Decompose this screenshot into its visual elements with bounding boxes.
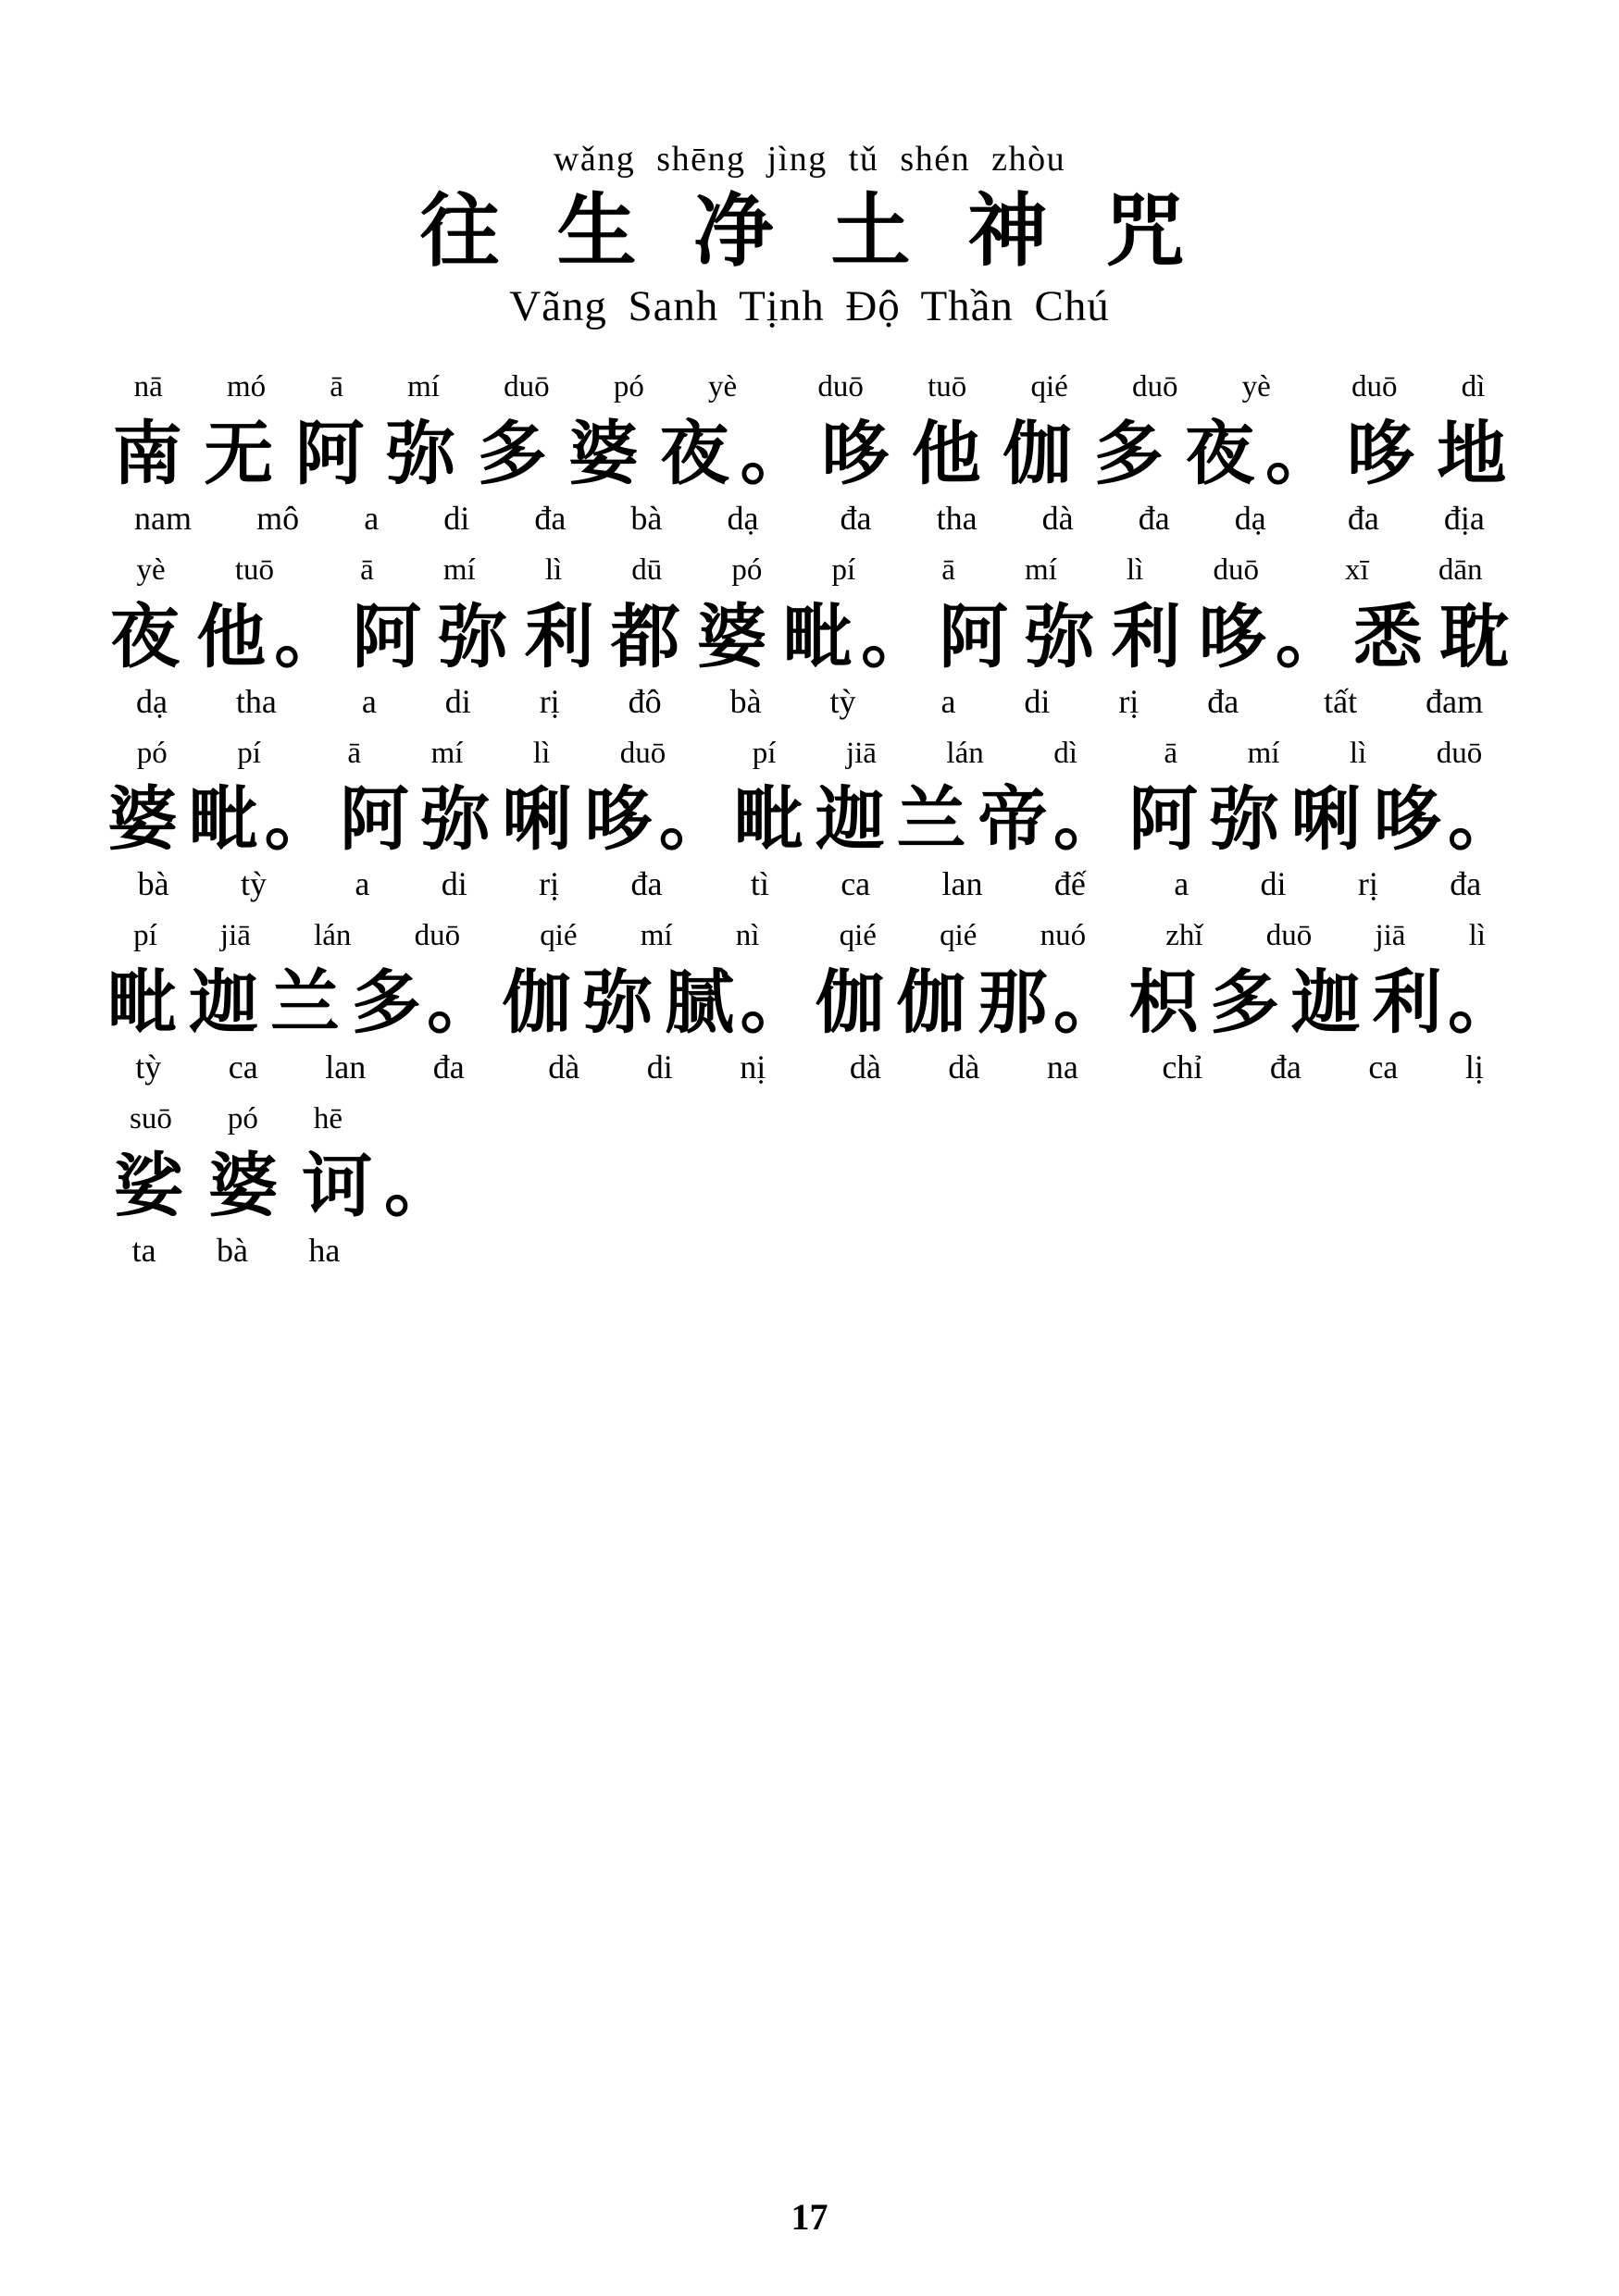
pinyin-syllable: hē — [313, 1102, 342, 1136]
chinese-punctuation: 。 — [427, 961, 497, 1043]
chinese-character: 伽 — [815, 961, 885, 1043]
vietnamese-syllable: di — [1260, 865, 1287, 903]
pinyin-syllable: duō — [619, 736, 666, 770]
chinese-character: 悉 — [1352, 595, 1423, 677]
pinyin-syllable: duō — [1131, 370, 1178, 404]
chinese-character: 毗 — [734, 778, 804, 861]
vietnamese-syllable: mô — [256, 499, 300, 537]
vietnamese-syllable: đa — [1207, 682, 1239, 720]
pinyin-syllable: nì — [735, 919, 760, 953]
vietnamese-syllable: đa — [1450, 865, 1482, 903]
vietnamese-syllable: bà — [217, 1231, 248, 1269]
pinyin-syllable: mí — [407, 370, 440, 404]
vietnamese-syllable: tỳ — [135, 1048, 162, 1086]
chinese-character: 婆 — [107, 778, 178, 861]
chinese-punctuation: 。 — [383, 1144, 454, 1226]
pinyin-syllable: lì — [1468, 919, 1486, 953]
verse-4-chinese-row — [102, 958, 1517, 1047]
verse-line-3 — [102, 731, 1517, 909]
vietnamese-syllable: dạ — [727, 499, 759, 537]
title-pinyin: wǎng shēng jìng tǔ shén zhòu — [553, 140, 1066, 179]
pinyin-syllable: mí — [442, 553, 476, 587]
pinyin-syllable: dān — [1438, 553, 1483, 587]
chinese-character: 弥 — [438, 595, 508, 677]
pinyin-syllable: qié — [839, 919, 877, 953]
pinyin-syllable: jiā — [845, 736, 877, 770]
pinyin-syllable: qié — [940, 919, 978, 953]
pinyin-syllable: nuó — [1040, 919, 1087, 953]
verse-2-vietnamese-row — [102, 677, 1517, 726]
pinyin-syllable: lì — [1126, 553, 1144, 587]
vietnamese-syllable: địa — [1443, 499, 1485, 537]
pinyin-syllable: ā — [1164, 736, 1178, 770]
chinese-character: 阿 — [939, 595, 1009, 677]
vietnamese-syllable: đam — [1426, 682, 1484, 720]
chinese-character: 他 — [911, 412, 981, 494]
vietnamese-syllable: đa — [840, 499, 872, 537]
vietnamese-syllable: đa — [1138, 499, 1170, 537]
vietnamese-syllable: chỉ — [1162, 1048, 1203, 1086]
pinyin-syllable: pó — [136, 736, 168, 770]
pinyin-syllable: ā — [330, 370, 343, 404]
vietnamese-syllable: lị — [1464, 1048, 1484, 1086]
pinyin-syllable: lì — [544, 553, 563, 587]
verse-2-pinyin-row — [102, 548, 1517, 594]
chinese-punctuation: 。 — [1275, 595, 1345, 677]
title-block — [102, 139, 1517, 331]
pinyin-syllable: duō — [817, 370, 864, 404]
vietnamese-syllable: tì — [750, 865, 769, 903]
chinese-punctuation: 。 — [740, 961, 810, 1043]
verse-5-pinyin-row — [102, 1097, 370, 1143]
chinese-character: 多 — [351, 961, 421, 1043]
chinese-punctuation: 。 — [1052, 778, 1123, 861]
vietnamese-syllable: dà — [548, 1048, 580, 1086]
pinyin-syllable: pó — [227, 1102, 258, 1136]
chinese-character: 迦 — [1290, 961, 1361, 1043]
vietnamese-syllable: nị — [740, 1048, 766, 1086]
pinyin-syllable: jiā — [219, 919, 251, 953]
chinese-punctuation: 。 — [1447, 961, 1517, 1043]
chinese-character: 夜 — [1185, 412, 1255, 494]
pinyin-syllable: lán — [946, 736, 984, 770]
pinyin-syllable: mí — [640, 919, 673, 953]
vietnamese-syllable: đa — [1269, 1048, 1301, 1086]
pinyin-syllable: duō — [1351, 370, 1398, 404]
vietnamese-syllable: dạ — [1234, 499, 1266, 537]
chinese-character: 哆 — [1197, 595, 1267, 677]
title-chinese: 往 生 净 土 神 咒 — [419, 185, 1200, 278]
vietnamese-syllable: đô — [628, 682, 662, 720]
pinyin-syllable: lán — [314, 919, 352, 953]
verse-1-vietnamese-row — [102, 494, 1517, 542]
pinyin-syllable: mó — [226, 370, 267, 404]
vietnamese-syllable: đa — [534, 499, 567, 537]
chinese-character: 唎 — [1290, 778, 1361, 861]
chinese-character: 夜 — [110, 595, 181, 677]
chinese-character: 阿 — [294, 412, 365, 494]
verse-3-pinyin-row — [102, 731, 1517, 777]
chinese-character: 伽 — [502, 961, 572, 1043]
pinyin-syllable: duō — [1436, 736, 1483, 770]
vietnamese-syllable: tha — [936, 499, 978, 537]
pinyin-syllable: duō — [414, 919, 461, 953]
vietnamese-syllable: tỳ — [241, 865, 268, 903]
vietnamese-syllable: đa — [432, 1048, 465, 1086]
chinese-character: 哆 — [583, 778, 654, 861]
verse-5-vietnamese-row — [102, 1226, 370, 1274]
vietnamese-syllable: di — [443, 499, 470, 537]
chinese-character: 哆 — [1345, 412, 1415, 494]
pinyin-syllable: pí — [133, 919, 157, 953]
chinese-punctuation: 。 — [1265, 412, 1336, 494]
chinese-character: 阿 — [1128, 778, 1199, 861]
chinese-character: 兰 — [896, 778, 966, 861]
vietnamese-syllable: đa — [1347, 499, 1379, 537]
chinese-character: 都 — [610, 595, 680, 677]
vietnamese-syllable: dà — [948, 1048, 980, 1086]
vietnamese-syllable: đa — [630, 865, 663, 903]
chinese-character: 枳 — [1128, 961, 1199, 1043]
pinyin-syllable: duō — [1265, 919, 1313, 953]
vietnamese-syllable: a — [364, 499, 380, 537]
chinese-character: 婆 — [696, 595, 766, 677]
vietnamese-syllable: ca — [228, 1048, 258, 1086]
pinyin-syllable: lì — [532, 736, 551, 770]
vietnamese-syllable: a — [355, 865, 370, 903]
pinyin-syllable: dì — [1461, 370, 1486, 404]
chinese-character: 南 — [112, 412, 182, 494]
chinese-character: 多 — [1210, 961, 1280, 1043]
vietnamese-syllable: di — [444, 682, 471, 720]
vietnamese-syllable: dà — [849, 1048, 881, 1086]
pinyin-syllable: yè — [1241, 370, 1271, 404]
chinese-character: 多 — [477, 412, 547, 494]
chinese-character: 弥 — [420, 778, 491, 861]
pinyin-syllable: pí — [752, 736, 777, 770]
verse-3-vietnamese-row — [102, 860, 1517, 908]
vietnamese-syllable: ha — [308, 1231, 341, 1269]
chinese-character: 诃 — [302, 1144, 372, 1226]
chinese-character: 迦 — [189, 961, 259, 1043]
pinyin-syllable: tuō — [928, 370, 967, 404]
chinese-character: 哆 — [1372, 778, 1442, 861]
pinyin-syllable: pí — [831, 553, 856, 587]
pinyin-syllable: tuō — [234, 553, 274, 587]
chinese-punctuation: 。 — [1052, 961, 1123, 1043]
chinese-character: 利 — [1372, 961, 1442, 1043]
pinyin-syllable: xī — [1345, 553, 1369, 587]
chinese-character: 多 — [1093, 412, 1164, 494]
page-number: 17 — [791, 2196, 828, 2238]
vietnamese-syllable: ca — [1368, 1048, 1399, 1086]
chinese-character: 弥 — [1210, 778, 1280, 861]
chinese-character: 婆 — [207, 1144, 278, 1226]
vietnamese-syllable: dà — [1041, 499, 1074, 537]
pinyin-syllable: ā — [347, 736, 362, 770]
chinese-character: 弥 — [583, 961, 654, 1043]
vietnamese-syllable: dạ — [135, 682, 168, 720]
pinyin-syllable: duō — [1213, 553, 1259, 587]
title-vietnamese: Vãng Sanh Tịnh Độ Thần Chú — [509, 282, 1110, 331]
verse-line-2 — [102, 548, 1517, 726]
vietnamese-syllable: tỳ — [829, 682, 856, 720]
pinyin-syllable: ā — [360, 553, 374, 587]
chinese-punctuation: 。 — [658, 778, 729, 861]
verse-line-4 — [102, 913, 1517, 1091]
pinyin-syllable: suō — [130, 1102, 172, 1136]
verse-1-chinese-row — [102, 409, 1517, 498]
chinese-character: 地 — [1437, 412, 1507, 494]
pinyin-syllable: yè — [708, 370, 738, 404]
vietnamese-syllable: rị — [1118, 682, 1140, 720]
vietnamese-syllable: a — [940, 682, 956, 720]
chinese-character: 迦 — [815, 778, 885, 861]
verse-line-5 — [102, 1097, 1517, 1274]
vietnamese-syllable: bà — [630, 499, 663, 537]
pinyin-syllable: pó — [731, 553, 763, 587]
chinese-character: 唎 — [502, 778, 572, 861]
pinyin-syllable: qié — [1030, 370, 1068, 404]
chinese-character: 毗 — [107, 961, 178, 1043]
pinyin-syllable: yè — [136, 553, 166, 587]
vietnamese-syllable: di — [441, 865, 467, 903]
verse-4-vietnamese-row — [102, 1043, 1517, 1091]
verse-4-pinyin-row — [102, 913, 1517, 960]
vietnamese-syllable: đế — [1053, 865, 1086, 903]
chinese-punctuation: 。 — [740, 412, 810, 494]
verse-2-chinese-row — [102, 592, 1517, 681]
chinese-character: 腻 — [665, 961, 735, 1043]
chinese-character: 毗 — [189, 778, 259, 861]
pinyin-syllable: mí — [1247, 736, 1280, 770]
vietnamese-syllable: bà — [729, 682, 762, 720]
pinyin-syllable: pó — [613, 370, 644, 404]
vietnamese-syllable: rị — [539, 682, 560, 720]
pinyin-syllable: dū — [631, 553, 663, 587]
chinese-character: 夜 — [659, 412, 729, 494]
chinese-punctuation: 。 — [861, 595, 931, 677]
pinyin-syllable: duō — [504, 370, 550, 404]
pinyin-syllable: jiā — [1375, 919, 1406, 953]
vietnamese-syllable: di — [646, 1048, 673, 1086]
vietnamese-syllable: lan — [325, 1048, 367, 1086]
chinese-character: 毗 — [783, 595, 853, 677]
chinese-character: 利 — [1111, 595, 1181, 677]
chinese-punctuation: 。 — [264, 778, 334, 861]
chinese-character: 阿 — [339, 778, 409, 861]
vietnamese-syllable: tha — [235, 682, 277, 720]
vietnamese-syllable: bà — [137, 865, 169, 903]
verse-3-chinese-row — [102, 775, 1517, 863]
chinese-character: 利 — [524, 595, 594, 677]
chinese-character: 兰 — [269, 961, 340, 1043]
chinese-punctuation: 。 — [274, 595, 344, 677]
pinyin-syllable: mí — [1025, 553, 1057, 587]
vietnamese-syllable: ta — [131, 1231, 156, 1269]
chinese-punctuation: 。 — [1447, 778, 1517, 861]
chinese-character: 婆 — [568, 412, 639, 494]
chinese-character: 伽 — [896, 961, 966, 1043]
vietnamese-syllable: nam — [134, 499, 193, 537]
pinyin-syllable: lì — [1349, 736, 1367, 770]
vietnamese-syllable: rị — [1357, 865, 1378, 903]
chinese-character: 耽 — [1438, 595, 1509, 677]
pinyin-syllable: nā — [133, 370, 163, 404]
pinyin-syllable: qié — [540, 919, 578, 953]
chinese-character: 帝 — [978, 778, 1048, 861]
chinese-character: 伽 — [1003, 412, 1073, 494]
vietnamese-syllable: lan — [941, 865, 983, 903]
chinese-character: 阿 — [352, 595, 422, 677]
vietnamese-syllable: ca — [841, 865, 871, 903]
vietnamese-syllable: rị — [539, 865, 560, 903]
chinese-character: 娑 — [114, 1144, 184, 1226]
vietnamese-syllable: tất — [1324, 682, 1358, 720]
pinyin-syllable: dì — [1053, 736, 1077, 770]
chinese-character: 弥 — [386, 412, 456, 494]
chinese-character: 哆 — [820, 412, 890, 494]
pinyin-syllable: mí — [430, 736, 464, 770]
vietnamese-syllable: a — [361, 682, 377, 720]
pinyin-syllable: ā — [941, 553, 955, 587]
pinyin-syllable: pí — [237, 736, 261, 770]
chinese-character: 无 — [204, 412, 274, 494]
verse-5-chinese-row — [102, 1141, 454, 1230]
vietnamese-syllable: a — [1174, 865, 1189, 903]
vietnamese-syllable: di — [1024, 682, 1051, 720]
pinyin-syllable: zhǐ — [1165, 919, 1203, 953]
chinese-character: 弥 — [1025, 595, 1095, 677]
chinese-character: 他 — [196, 595, 267, 677]
verse-line-1 — [102, 365, 1517, 542]
chinese-character: 那 — [978, 961, 1048, 1043]
vietnamese-syllable: na — [1046, 1048, 1078, 1086]
verse-1-pinyin-row — [102, 365, 1517, 411]
